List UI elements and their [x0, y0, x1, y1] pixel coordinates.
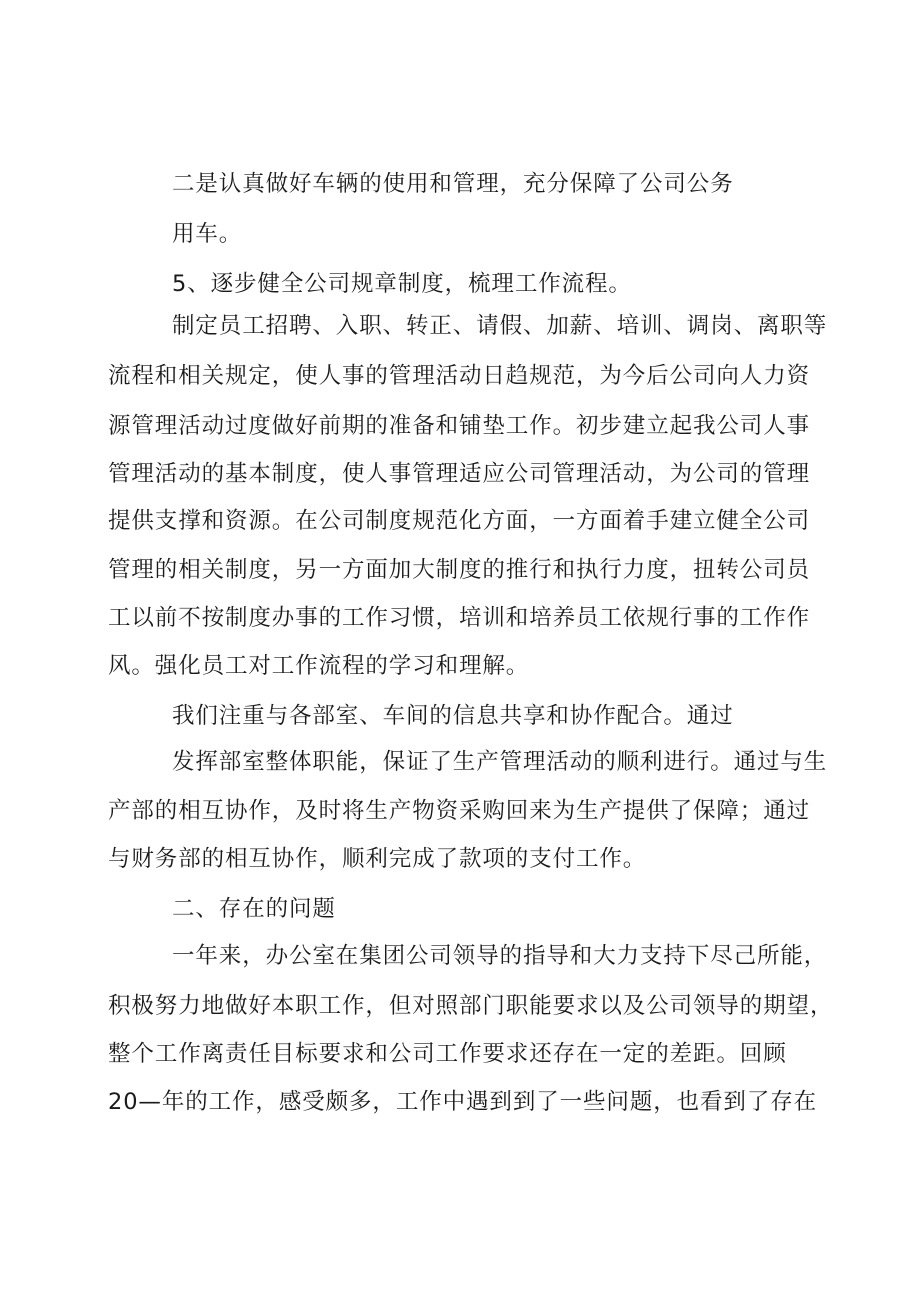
paragraph-line: 风。强化员工对工作流程的学习和理解。 — [108, 653, 530, 679]
paragraph-line: 产部的相互协作，及时将生产物资采购回来为生产提供了保障；通过 — [108, 798, 811, 824]
section-heading: 二、存在的问题 — [172, 896, 336, 922]
paragraph-line: 制定员工招聘、入职、转正、请假、加薪、培训、调岗、离职等 — [172, 313, 828, 339]
paragraph-line: 我们注重与各部室、车间的信息共享和协作配合。通过 — [172, 703, 734, 729]
paragraph-line: 积极努力地做好本职工作，但对照部门职能要求以及公司领导的期望， — [108, 993, 834, 1019]
paragraph-line: 源管理活动过度做好前期的准备和铺垫工作。初步建立起我公司人事 — [108, 413, 811, 439]
paragraph-line: 与财务部的相互协作，顺利完成了款项的支付工作。 — [108, 846, 647, 872]
paragraph-line: 提供支撑和资源。在公司制度规范化方面，一方面着手建立健全公司 — [108, 508, 811, 534]
paragraph-line: 工以前不按制度办事的工作习惯，培训和培养员工依规行事的工作作 — [108, 605, 811, 631]
paragraph-line: 流程和相关规定，使人事的管理活动日趋规范，为今后公司向人力资 — [108, 363, 811, 389]
paragraph-line: 管理活动的基本制度，使人事管理适应公司管理活动，为公司的管理 — [108, 461, 811, 487]
section-heading: 5、逐步健全公司规章制度，梳理工作流程。 — [172, 271, 632, 297]
paragraph-line: 20—年的工作，感受颇多，工作中遇到到了一些问题，也看到了存在 — [108, 1089, 818, 1115]
paragraph-line: 用车。 — [172, 221, 243, 247]
paragraph-line: 二是认真做好车辆的使用和管理，充分保障了公司公务 — [172, 171, 734, 197]
paragraph-line: 管理的相关制度，另一方面加大制度的推行和执行力度，扭转公司员 — [108, 557, 811, 583]
paragraph-line: 整个工作离责任目标要求和公司工作要求还存在一定的差距。回顾 — [108, 1041, 787, 1067]
paragraph-line: 一年来，办公室在集团公司领导的指导和大力支持下尽己所能， — [172, 943, 828, 969]
paragraph-line: 发挥部室整体职能，保证了生产管理活动的顺利进行。通过与生 — [172, 749, 828, 775]
